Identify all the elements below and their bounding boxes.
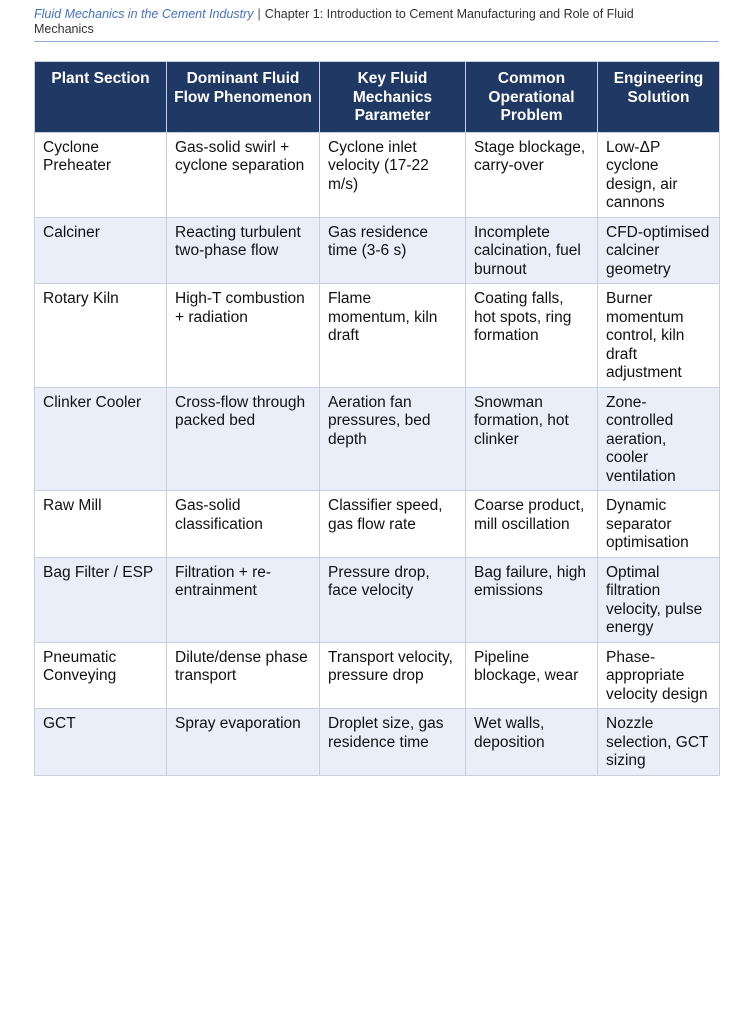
table-row <box>35 132 720 217</box>
running-header <box>34 7 684 37</box>
table-row <box>35 284 720 388</box>
cell-flow-phenomenon: Dilute/dense phase transport <box>167 642 320 709</box>
table-header-row <box>35 62 720 133</box>
cell-operational-problem: Coating falls, hot spots, ring formation <box>466 284 598 388</box>
header-dominant-flow-phenomenon: Dominant Fluid Flow Phenomenon <box>167 62 320 133</box>
cell-engineering-solution: Low-ΔP cyclone design, air cannons <box>598 132 720 217</box>
cell-operational-problem: Wet walls, deposition <box>466 709 598 776</box>
cell-key-parameter: Pressure drop, face velocity <box>320 557 466 642</box>
chapter-title: Chapter 1: Introduction to Cement Manufacturing and Role of Fluid Mechanics <box>34 7 634 36</box>
cell-plant-section: Calciner <box>35 217 167 284</box>
cell-operational-problem: Pipeline blockage, wear <box>466 642 598 709</box>
cell-flow-phenomenon: Cross-flow through packed bed <box>167 387 320 491</box>
cell-plant-section: GCT <box>35 709 167 776</box>
cell-flow-phenomenon: Gas-solid classification <box>167 491 320 558</box>
header-key-parameter: Key Fluid Mechanics Parameter <box>320 62 466 133</box>
cell-flow-phenomenon: Reacting turbulent two-phase flow <box>167 217 320 284</box>
table-row <box>35 387 720 491</box>
cell-operational-problem: Incomplete calcination, fuel burnout <box>466 217 598 284</box>
cell-operational-problem: Stage blockage, carry-over <box>466 132 598 217</box>
cell-plant-section: Bag Filter / ESP <box>35 557 167 642</box>
header-separator: | <box>257 7 261 21</box>
book-title: Fluid Mechanics in the Cement Industry <box>34 7 254 21</box>
cell-key-parameter: Cyclone inlet velocity (17-22 m/s) <box>320 132 466 217</box>
table-row <box>35 642 720 709</box>
cell-flow-phenomenon: High-T combustion + radiation <box>167 284 320 388</box>
cell-key-parameter: Flame momentum, kiln draft <box>320 284 466 388</box>
cell-plant-section: Raw Mill <box>35 491 167 558</box>
cell-key-parameter: Gas residence time (3-6 s) <box>320 217 466 284</box>
cell-plant-section: Clinker Cooler <box>35 387 167 491</box>
cell-plant-section: Pneumatic Conveying <box>35 642 167 709</box>
table-row <box>35 217 720 284</box>
cell-operational-problem: Bag failure, high emissions <box>466 557 598 642</box>
cell-engineering-solution: Dynamic separator optimisation <box>598 491 720 558</box>
cell-key-parameter: Transport velocity, pressure drop <box>320 642 466 709</box>
cell-flow-phenomenon: Filtration + re-entrainment <box>167 557 320 642</box>
cell-engineering-solution: Phase-appropriate velocity design <box>598 642 720 709</box>
cell-plant-section: Rotary Kiln <box>35 284 167 388</box>
table-row <box>35 709 720 776</box>
cell-operational-problem: Coarse product, mill oscillation <box>466 491 598 558</box>
cell-engineering-solution: CFD-optimised calciner geometry <box>598 217 720 284</box>
cell-engineering-solution: Nozzle selection, GCT sizing <box>598 709 720 776</box>
cell-engineering-solution: Burner momentum control, kiln draft adjustment <box>598 284 720 388</box>
cement-fluid-mechanics-table <box>34 61 720 776</box>
cell-engineering-solution: Optimal filtration velocity, pulse energy <box>598 557 720 642</box>
cell-engineering-solution: Zone-controlled aeration, cooler ventilation <box>598 387 720 491</box>
cell-key-parameter: Aeration fan pressures, bed depth <box>320 387 466 491</box>
cell-flow-phenomenon: Gas-solid swirl + cyclone separation <box>167 132 320 217</box>
header-operational-problem: Common Operational Problem <box>466 62 598 133</box>
table-row <box>35 557 720 642</box>
header-plant-section: Plant Section <box>35 62 167 133</box>
header-engineering-solution: Engineering Solution <box>598 62 720 133</box>
header-rule <box>34 41 719 42</box>
cell-flow-phenomenon: Spray evaporation <box>167 709 320 776</box>
cell-operational-problem: Snowman formation, hot clinker <box>466 387 598 491</box>
cell-plant-section: Cyclone Preheater <box>35 132 167 217</box>
cell-key-parameter: Classifier speed, gas flow rate <box>320 491 466 558</box>
table-row <box>35 491 720 558</box>
cell-key-parameter: Droplet size, gas residence time <box>320 709 466 776</box>
